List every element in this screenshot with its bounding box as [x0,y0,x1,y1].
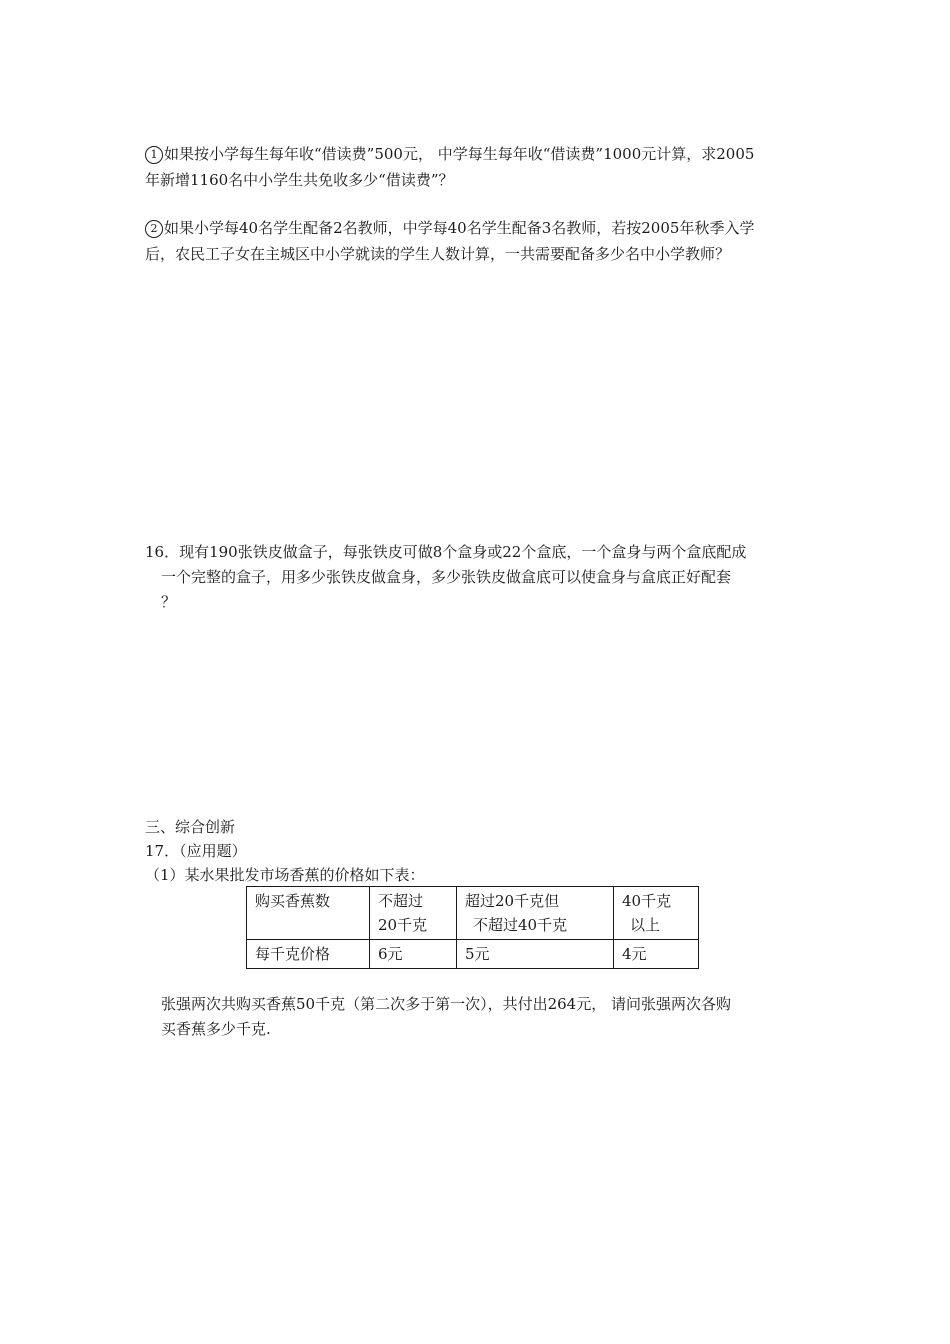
q17-problem-line2: 买香蕉多少千克. [161,1020,271,1038]
q15-part1-text: 如果按小学每生每年收“借读费”500元， 中学每生每年收“借读费”1000元计算，求2005 [164,145,755,163]
q15-part2-line1 [145,218,754,238]
table-cell [614,887,699,940]
q16-line3: ？ [161,593,177,611]
section-heading: 三、综合创新 [145,818,236,836]
table-row [247,887,699,940]
q15-part1-line2: 年新增1160名中小学生共免收多少“借读费”？ [145,171,454,189]
cell-text: 超过20千克但 [465,892,560,910]
circled-number-marker: 2 [145,220,163,238]
circled-number-marker: 1 [145,146,163,164]
price-table [246,886,699,969]
cell-text: 40千克 [622,892,672,910]
cell-text: 以上 [630,916,661,934]
q15-part2-line2: 后，农民工子女在主城区中小学就读的学生人数计算，一共需要配备多少名中小学教师？ [145,245,731,263]
q17-part1-intro: （1）某水果批发市场香蕉的价格如下表： [145,866,425,884]
table-cell: 6元 [370,940,457,969]
table-cell [247,887,370,940]
q16-line2: 一个完整的盒子，用多少张铁皮做盒身，多少张铁皮做盒底可以使盒身与盒底正好配套 [161,568,732,586]
table-cell: 每千克价格 [247,940,370,969]
q17-label: 17．（应用题） [145,842,247,860]
q15-part2-text: 如果小学每40名学生配备2名教师，中学每40名学生配备3名教师，若按2005年秋季入学 [164,219,755,237]
cell-text: 购买香蕉数 [255,892,331,910]
table-cell: 5元 [457,940,614,969]
cell-text: 20千克 [378,916,428,934]
q16-line1: 16．现有190张铁皮做盒子，每张铁皮可做8个盒身或22个盒底，一个盒身与两个盒底配成 [145,543,747,561]
table-row [247,940,699,969]
q17-problem-line1: 张强两次共购买香蕉50千克（第二次多于第一次），共付出264元， 请问张强两次各购 [161,995,731,1013]
table-cell [457,887,614,940]
table-cell: 4元 [614,940,699,969]
cell-text: 不超过40千克 [473,916,568,934]
q15-part1-line1 [145,144,754,164]
table-cell [370,887,457,940]
cell-text: 不超过 [378,892,424,910]
